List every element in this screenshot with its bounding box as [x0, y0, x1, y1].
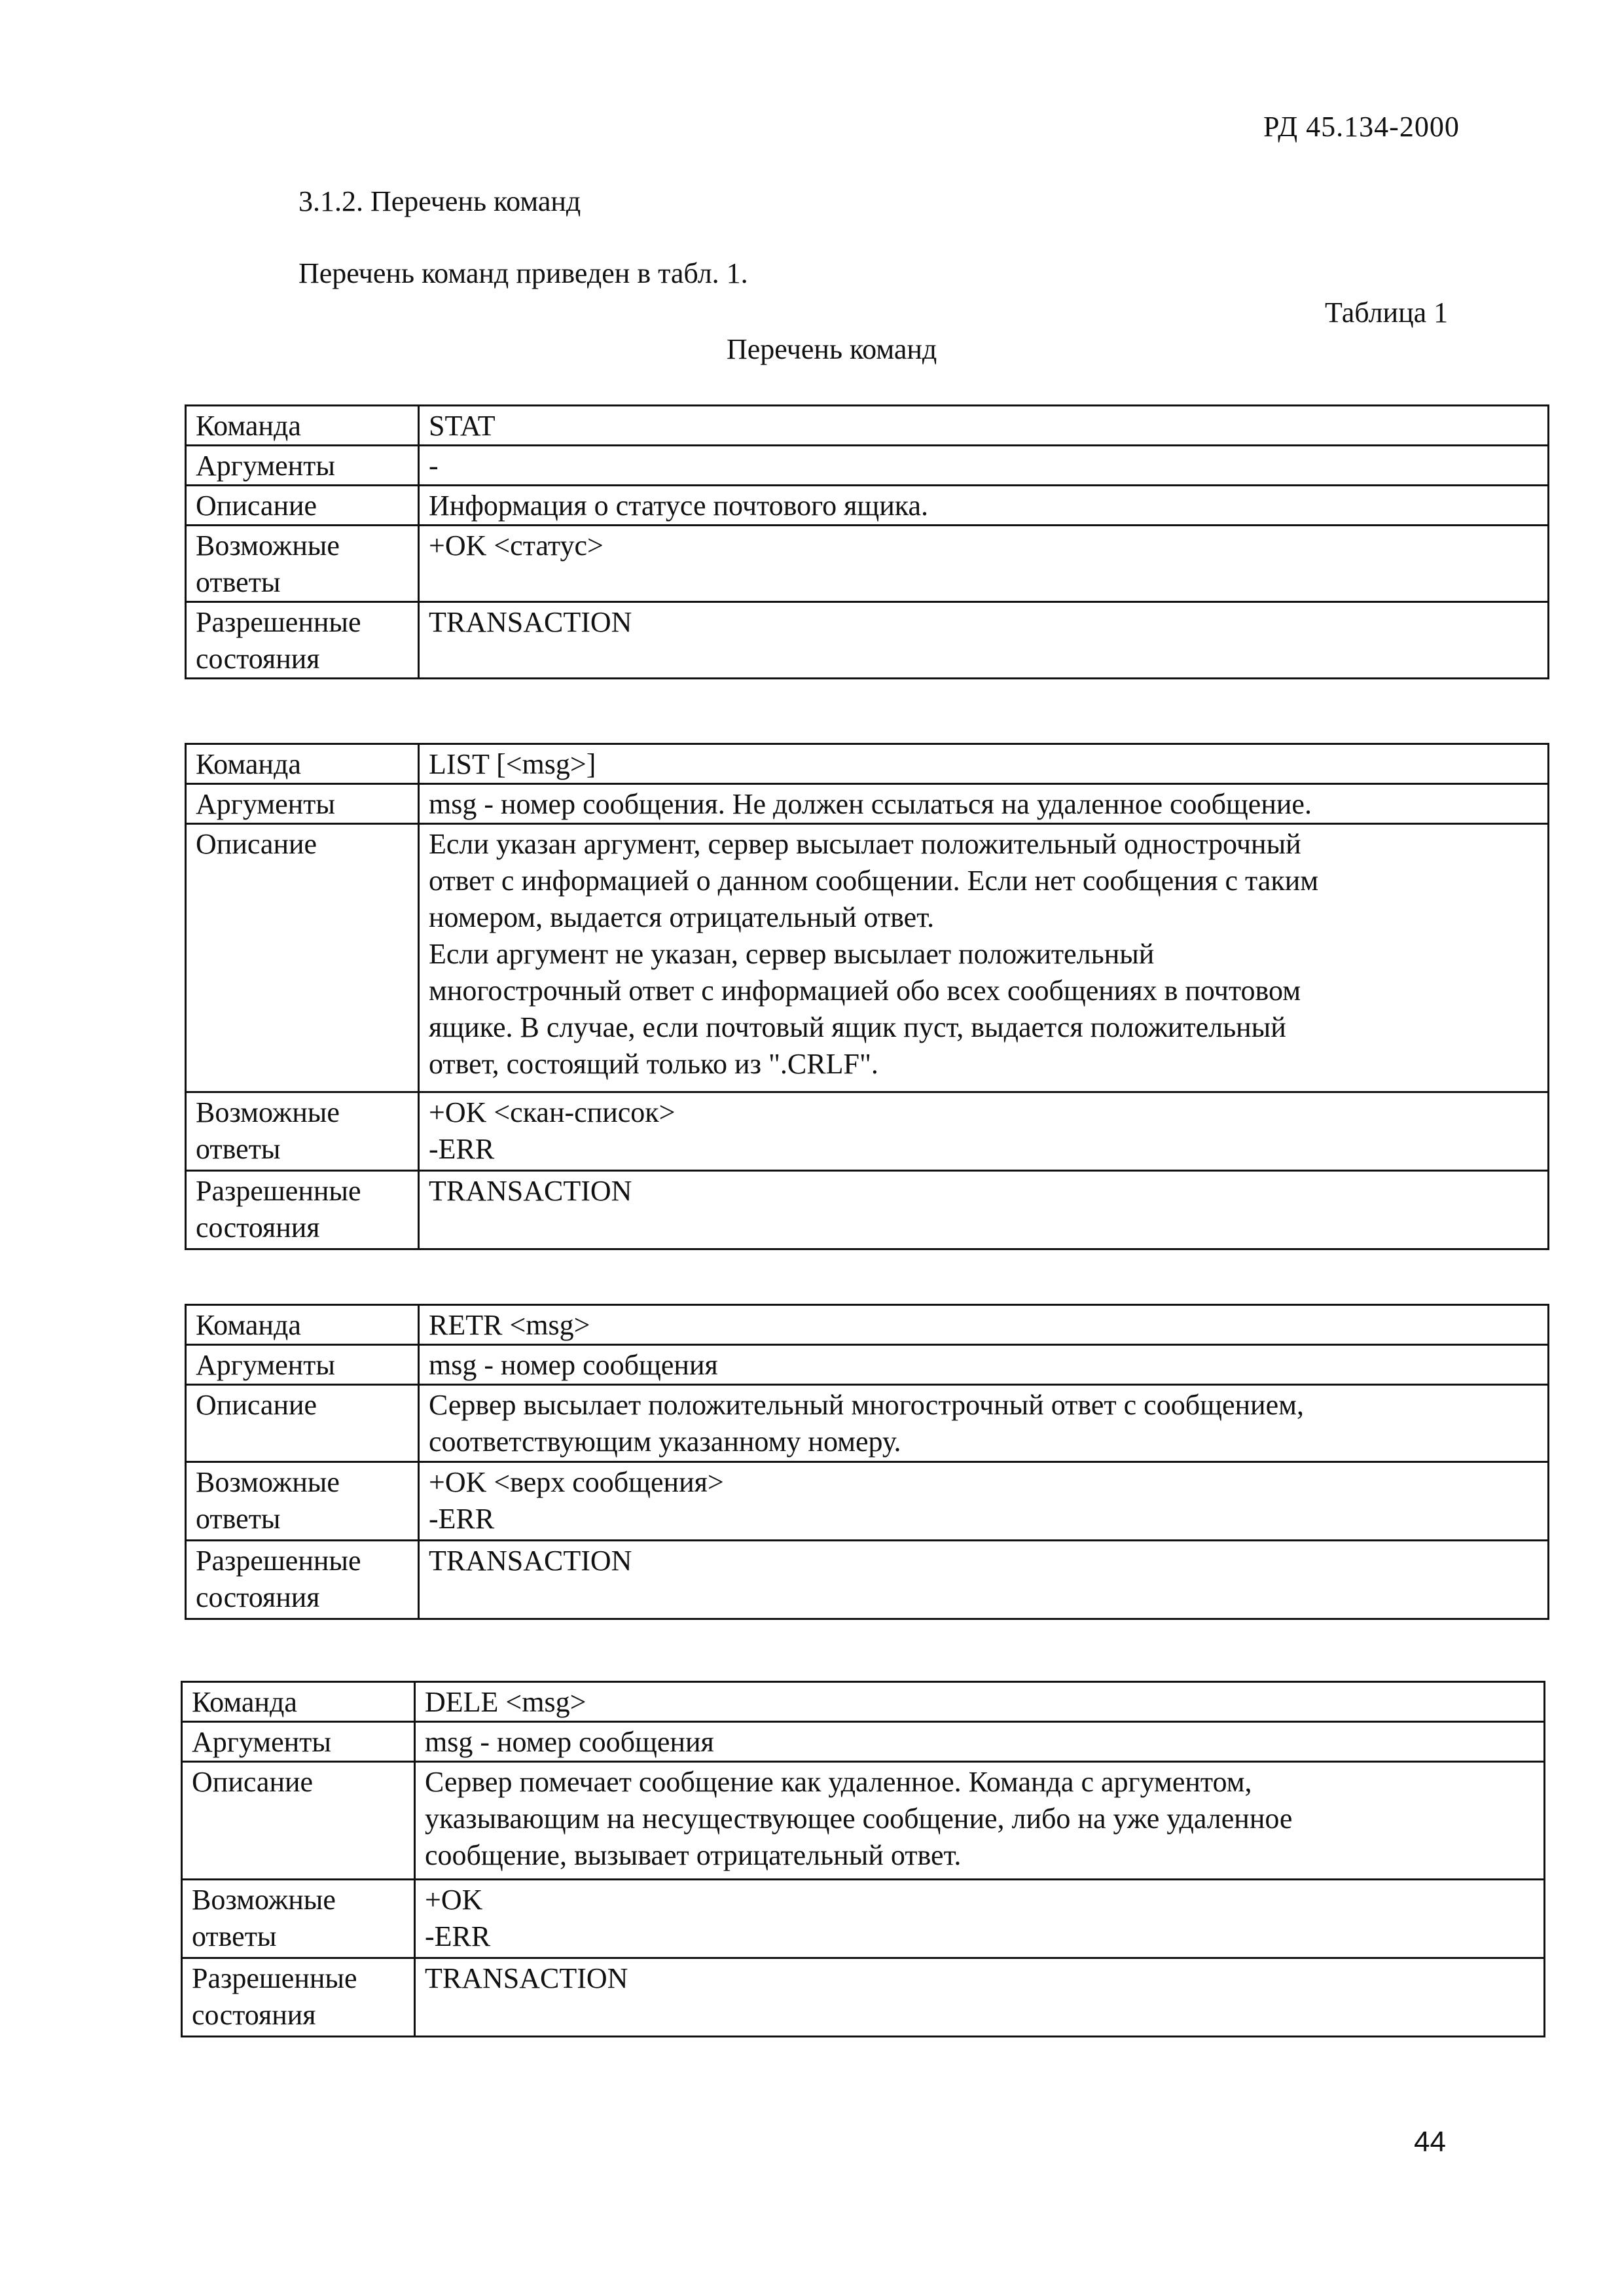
response-line: -ERR: [425, 1920, 491, 1952]
label-description: Описание: [186, 486, 419, 526]
description-line: указывающим на несуществующее сообщение, либо на уже удаленное: [425, 1803, 1293, 1835]
table-row: [186, 1541, 1549, 1619]
label-line: ответы: [192, 1920, 277, 1952]
label-line: Разрешенные: [196, 606, 361, 638]
table-row: [182, 1762, 1545, 1880]
label-responses: [186, 1092, 419, 1171]
table-row: [186, 1305, 1549, 1345]
label-description: Описание: [186, 1385, 419, 1462]
command-value: RETR <msg>: [419, 1305, 1549, 1345]
description-line: ответ с информацией о данном сообщении. Если нет сообщения с таким: [429, 865, 1319, 897]
label-line: состояния: [192, 1999, 316, 2031]
description-value: [419, 486, 1549, 526]
label-states: [182, 1958, 415, 2037]
label-arguments: Аргументы: [186, 784, 419, 824]
arguments-value: -: [419, 446, 1549, 486]
label-arguments: Аргументы: [186, 446, 419, 486]
label-command: Команда: [186, 1305, 419, 1345]
table-row: [186, 526, 1549, 602]
states-value: TRANSACTION: [415, 1958, 1545, 2037]
description-line: Сервер помечает сообщение как удаленное. Команда с аргументом,: [425, 1766, 1252, 1798]
label-arguments: Аргументы: [182, 1722, 415, 1762]
description-line: Сервер высылает положительный многострочный ответ с сообщением,: [429, 1389, 1304, 1421]
label-description: Описание: [186, 824, 419, 1092]
table-row: [186, 446, 1549, 486]
command-table-retr: [185, 1304, 1549, 1620]
label-line: состояния: [196, 643, 320, 675]
label-responses: [182, 1880, 415, 1958]
page-number: 44: [1414, 2126, 1446, 2158]
arguments-value: msg - номер сообщения: [415, 1722, 1545, 1762]
response-line: +OK: [425, 1884, 483, 1916]
arguments-value: msg - номер сообщения. Не должен ссылаться на удаленное сообщение.: [419, 784, 1549, 824]
label-line: Разрешенные: [196, 1175, 361, 1207]
responses-value: [419, 1092, 1549, 1171]
description-line: Если указан аргумент, сервер высылает положительный однострочный: [429, 828, 1301, 860]
label-responses: [186, 526, 419, 602]
description-line: ответ, состоящий только из ".CRLF".: [429, 1048, 878, 1080]
table-number: Таблица 1: [1325, 296, 1449, 329]
label-line: ответы: [196, 1503, 281, 1535]
states-value: TRANSACTION: [419, 1171, 1549, 1249]
table-row: [186, 824, 1549, 1092]
label-description: Описание: [182, 1762, 415, 1880]
table-row: [182, 1722, 1545, 1762]
label-line: состояния: [196, 1211, 320, 1244]
description-line: Информация о статусе почтового ящика.: [429, 490, 929, 522]
label-command: Команда: [182, 1682, 415, 1722]
description-line: ящике. В случае, если почтовый ящик пуст, выдается положительный: [429, 1011, 1286, 1043]
table-row: [186, 744, 1549, 784]
command-value: LIST [<msg>]: [419, 744, 1549, 784]
label-line: Возможные: [192, 1884, 336, 1916]
response-line: -ERR: [429, 1133, 495, 1165]
label-states: [186, 1171, 419, 1249]
label-line: ответы: [196, 566, 281, 598]
table-row: [186, 602, 1549, 679]
command-table-list: [185, 743, 1549, 1250]
label-line: Возможные: [196, 529, 340, 562]
description-line: номером, выдается отрицательный ответ.: [429, 901, 935, 933]
table-row: [186, 784, 1549, 824]
responses-value: [419, 1462, 1549, 1541]
description-value: [415, 1762, 1545, 1880]
label-line: Разрешенные: [196, 1545, 361, 1577]
label-line: Возможные: [196, 1466, 340, 1498]
response-line: +OK <верх сообщения>: [429, 1466, 724, 1498]
arguments-value: msg - номер сообщения: [419, 1345, 1549, 1385]
description-value: [419, 1385, 1549, 1462]
label-line: Возможные: [196, 1096, 340, 1128]
responses-value: [419, 526, 1549, 602]
response-line: +OK <скан-список>: [429, 1096, 676, 1128]
command-value: DELE <msg>: [415, 1682, 1545, 1722]
table-row: [182, 1682, 1545, 1722]
label-command: Команда: [186, 744, 419, 784]
label-line: Разрешенные: [192, 1962, 357, 1994]
states-value: TRANSACTION: [419, 602, 1549, 679]
label-states: [186, 1541, 419, 1619]
command-table-stat: [185, 404, 1549, 679]
label-states: [186, 602, 419, 679]
description-line: многострочный ответ с информацией обо всех сообщениях в почтовом: [429, 975, 1301, 1007]
command-table-dele: [181, 1681, 1545, 2037]
description-line: соответствующим указанному номеру.: [429, 1426, 901, 1458]
description-line: сообщение, вызывает отрицательный ответ.: [425, 1839, 962, 1871]
table-row: [186, 1092, 1549, 1171]
document-code: РД 45.134-2000: [1263, 111, 1460, 143]
responses-value: [415, 1880, 1545, 1958]
label-responses: [186, 1462, 419, 1541]
table-row: [186, 486, 1549, 526]
table-row: [186, 1385, 1549, 1462]
states-value: TRANSACTION: [419, 1541, 1549, 1619]
label-line: ответы: [196, 1133, 281, 1165]
table-title: Перечень команд: [727, 333, 937, 365]
table-row: [186, 1171, 1549, 1249]
table-row: [182, 1958, 1545, 2037]
label-line: состояния: [196, 1581, 320, 1613]
label-arguments: Аргументы: [186, 1345, 419, 1385]
intro-paragraph: Перечень команд приведен в табл. 1.: [298, 257, 748, 289]
table-row: [182, 1880, 1545, 1958]
command-value: STAT: [419, 406, 1549, 446]
label-command: Команда: [186, 406, 419, 446]
table-row: [186, 406, 1549, 446]
description-value: [419, 824, 1549, 1092]
response-line: -ERR: [429, 1503, 495, 1535]
table-row: [186, 1345, 1549, 1385]
response-line: +OK <статус>: [429, 529, 604, 562]
section-heading: 3.1.2. Перечень команд: [298, 185, 581, 217]
description-line: Если аргумент не указан, сервер высылает положительный: [429, 938, 1155, 970]
table-row: [186, 1462, 1549, 1541]
